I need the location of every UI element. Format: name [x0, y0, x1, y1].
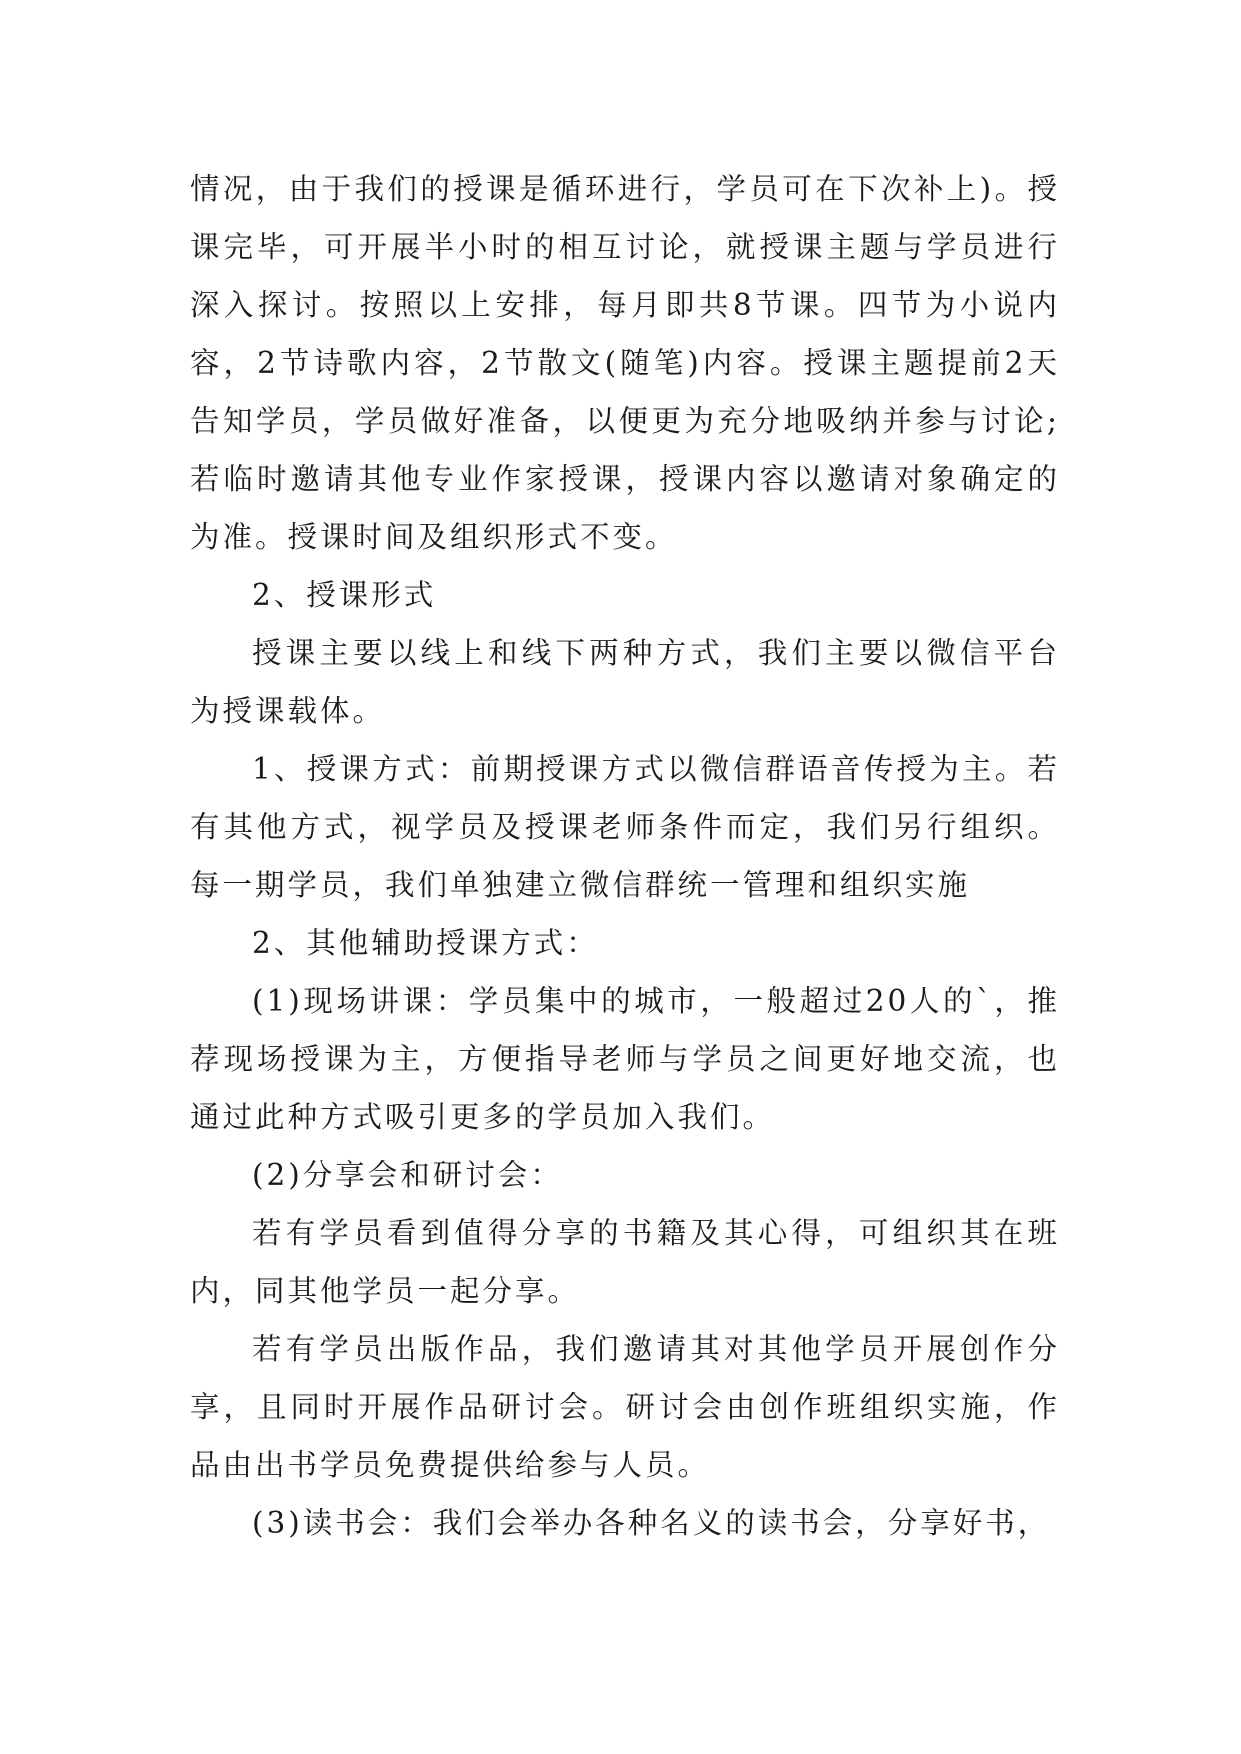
- section-heading-teaching-form: 2、授课形式: [252, 578, 437, 612]
- paragraph-continuation: 情况，由于我们的授课是循环进行，学员可在下次补上)。授课完毕，可开展半小时的相互讨论，就授课主题与学员进行深入探讨。按照以上安排，每月即共8节课。四节为小说内容，2节诗歌内容，2节散文(随笔)内容。授课主题提前2天告知学员，学员做好准备，以便更为充分地吸纳并参与讨论;若临时邀请其他专业作家授课，授课内容以邀请对象确定的为准。授课时间及组织形式不变。: [190, 172, 1060, 554]
- subheading-auxiliary-methods: 2、其他辅助授课方式：: [252, 926, 599, 960]
- paragraph-onsite-lecture: (1)现场讲课：学员集中的城市，一般超过20人的`，推荐现场授课为主，方便指导老师与学员之间更好地交流，也通过此种方式吸引更多的学员加入我们。: [190, 984, 1060, 1134]
- subheading-sharing-seminar: (2)分享会和研讨会：: [252, 1158, 563, 1192]
- paragraph-reading-club: (3)读书会：我们会举办各种名义的读书会，分享好书，: [252, 1506, 1051, 1540]
- paragraph-book-sharing: 若有学员看到值得分享的书籍及其心得，可组织其在班内，同其他学员一起分享。: [190, 1216, 1060, 1308]
- paragraph-teaching-mode: 授课主要以线上和线下两种方式，我们主要以微信平台为授课载体。: [190, 636, 1060, 728]
- paragraph-teaching-method: 1、授课方式：前期授课方式以微信群语音传授为主。若有其他方式，视学员及授课老师条件而定，我们另行组织。每一期学员，我们单独建立微信群统一管理和组织实施: [190, 752, 1060, 902]
- document-body: [190, 160, 1060, 1552]
- paragraph-publication-seminar: 若有学员出版作品，我们邀请其对其他学员开展创作分享，且同时开展作品研讨会。研讨会由创作班组织实施，作品由出书学员免费提供给参与人员。: [190, 1332, 1060, 1482]
